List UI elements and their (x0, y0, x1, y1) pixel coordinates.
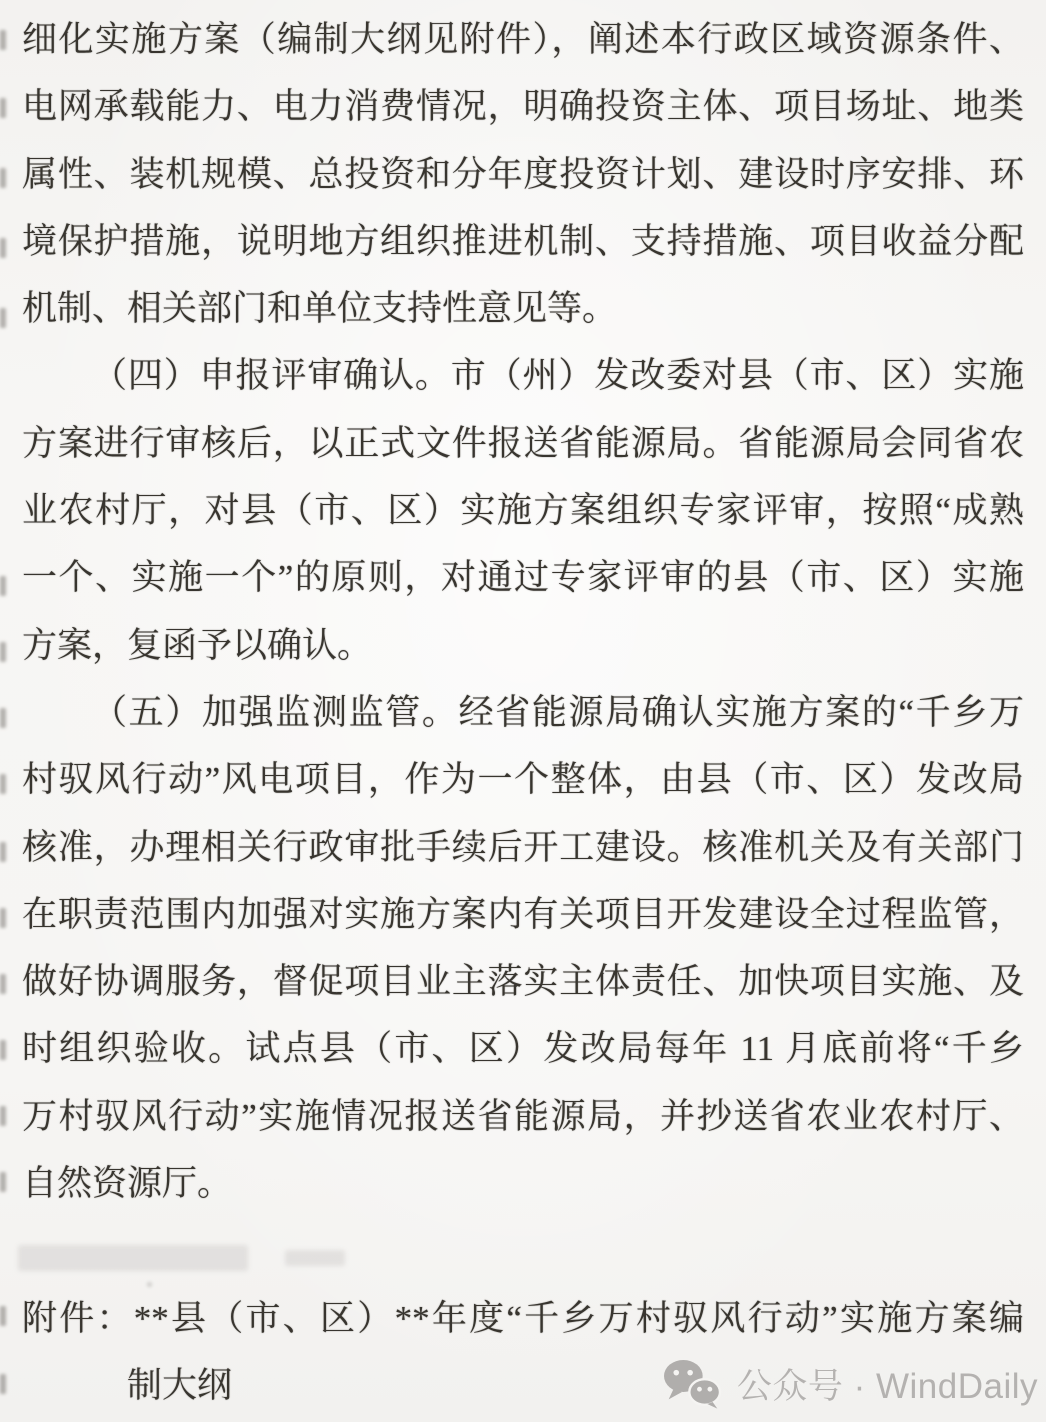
scan-edge-mark (0, 1374, 6, 1394)
text-line: 细化实施方案（编制大纲见附件），阐述本行政区域资源条件、 (22, 20, 1024, 59)
text-line: 境保护措施，说明地方组织推进机制、支持措施、项目收益分配 (22, 221, 1024, 261)
text-line: 时组织验收。试点县（市、区）发改局每年 11 月底前将“千乡 (22, 1029, 1024, 1069)
text-line: 在职责范围内加强对实施方案内有关项目开发建设全过程监管， (22, 894, 1024, 934)
wechat-icon (661, 1358, 723, 1410)
scan-edge-mark (0, 238, 6, 258)
text-line: 制大纲 (127, 1365, 233, 1405)
scan-edge-mark (0, 774, 6, 794)
scan-edge-mark (0, 642, 6, 662)
scan-edge-mark (0, 908, 6, 928)
text-line: 方案，复函予以确认。 (22, 625, 373, 665)
scan-edge-mark (0, 708, 6, 728)
scan-edge-mark (0, 1172, 6, 1192)
text-line: 万村驭风行动”实施情况报送省能源局，并抄送省农业农村厅、 (22, 1096, 1024, 1136)
text-line: 村驭风行动”风电项目，作为一个整体，由县（市、区）发改局 (22, 760, 1024, 800)
text-line: 自然资源厅。 (22, 1164, 233, 1204)
scan-edge-mark (0, 576, 6, 596)
text-line: 属性、装机规模、总投资和分年度投资计划、建设时序安排、环 (22, 154, 1024, 194)
text-line: 附件：**县（市、区）**年度“千乡万村驭风行动”实施方案编 (22, 1298, 1024, 1338)
text-line: （四）申报评审确认。市（州）发改委对县（市、区）实施 (92, 356, 1024, 396)
scan-edge-mark (0, 98, 6, 118)
text-line: 一个、实施一个”的原则，对通过专家评审的县（市、区）实施 (22, 558, 1024, 598)
text-line: 电网承载能力、电力消费情况，明确投资主体、项目场址、地类 (22, 87, 1024, 127)
scan-edge-mark (0, 1106, 6, 1126)
text-line: 机制、相关部门和单位支持性意见等。 (22, 289, 618, 329)
scan-edge-mark (0, 842, 6, 862)
scan-edge-mark (0, 308, 6, 328)
text-line: （五）加强监测监管。经省能源局确认实施方案的“千乡万 (92, 692, 1024, 732)
text-line: 业农村厅，对县（市、区）实施方案组织专家评审，按照“成熟 (22, 491, 1024, 531)
watermark (661, 1358, 1038, 1410)
text-line: 方案进行审核后，以正式文件报送省能源局。省能源局会同省农 (22, 423, 1024, 463)
text-line: 核准，办理相关行政审批手续后开工建设。核准机关及有关部门 (22, 827, 1024, 867)
scan-edge-mark (0, 168, 6, 188)
scan-edge-mark (0, 1306, 6, 1326)
text-line: 做好协调服务，督促项目业主落实主体责任、加快项目实施、及 (22, 962, 1024, 1002)
scan-edge-mark (0, 974, 6, 994)
scan-edge-mark (0, 1040, 6, 1060)
watermark-label: 公众号 · WindDaily (736, 1367, 1038, 1406)
scan-ghost (285, 1250, 345, 1266)
document-body (22, 6, 1024, 1419)
scan-speck (147, 1282, 152, 1287)
scan-edge-mark (0, 30, 6, 50)
scan-ghost (18, 1245, 248, 1271)
